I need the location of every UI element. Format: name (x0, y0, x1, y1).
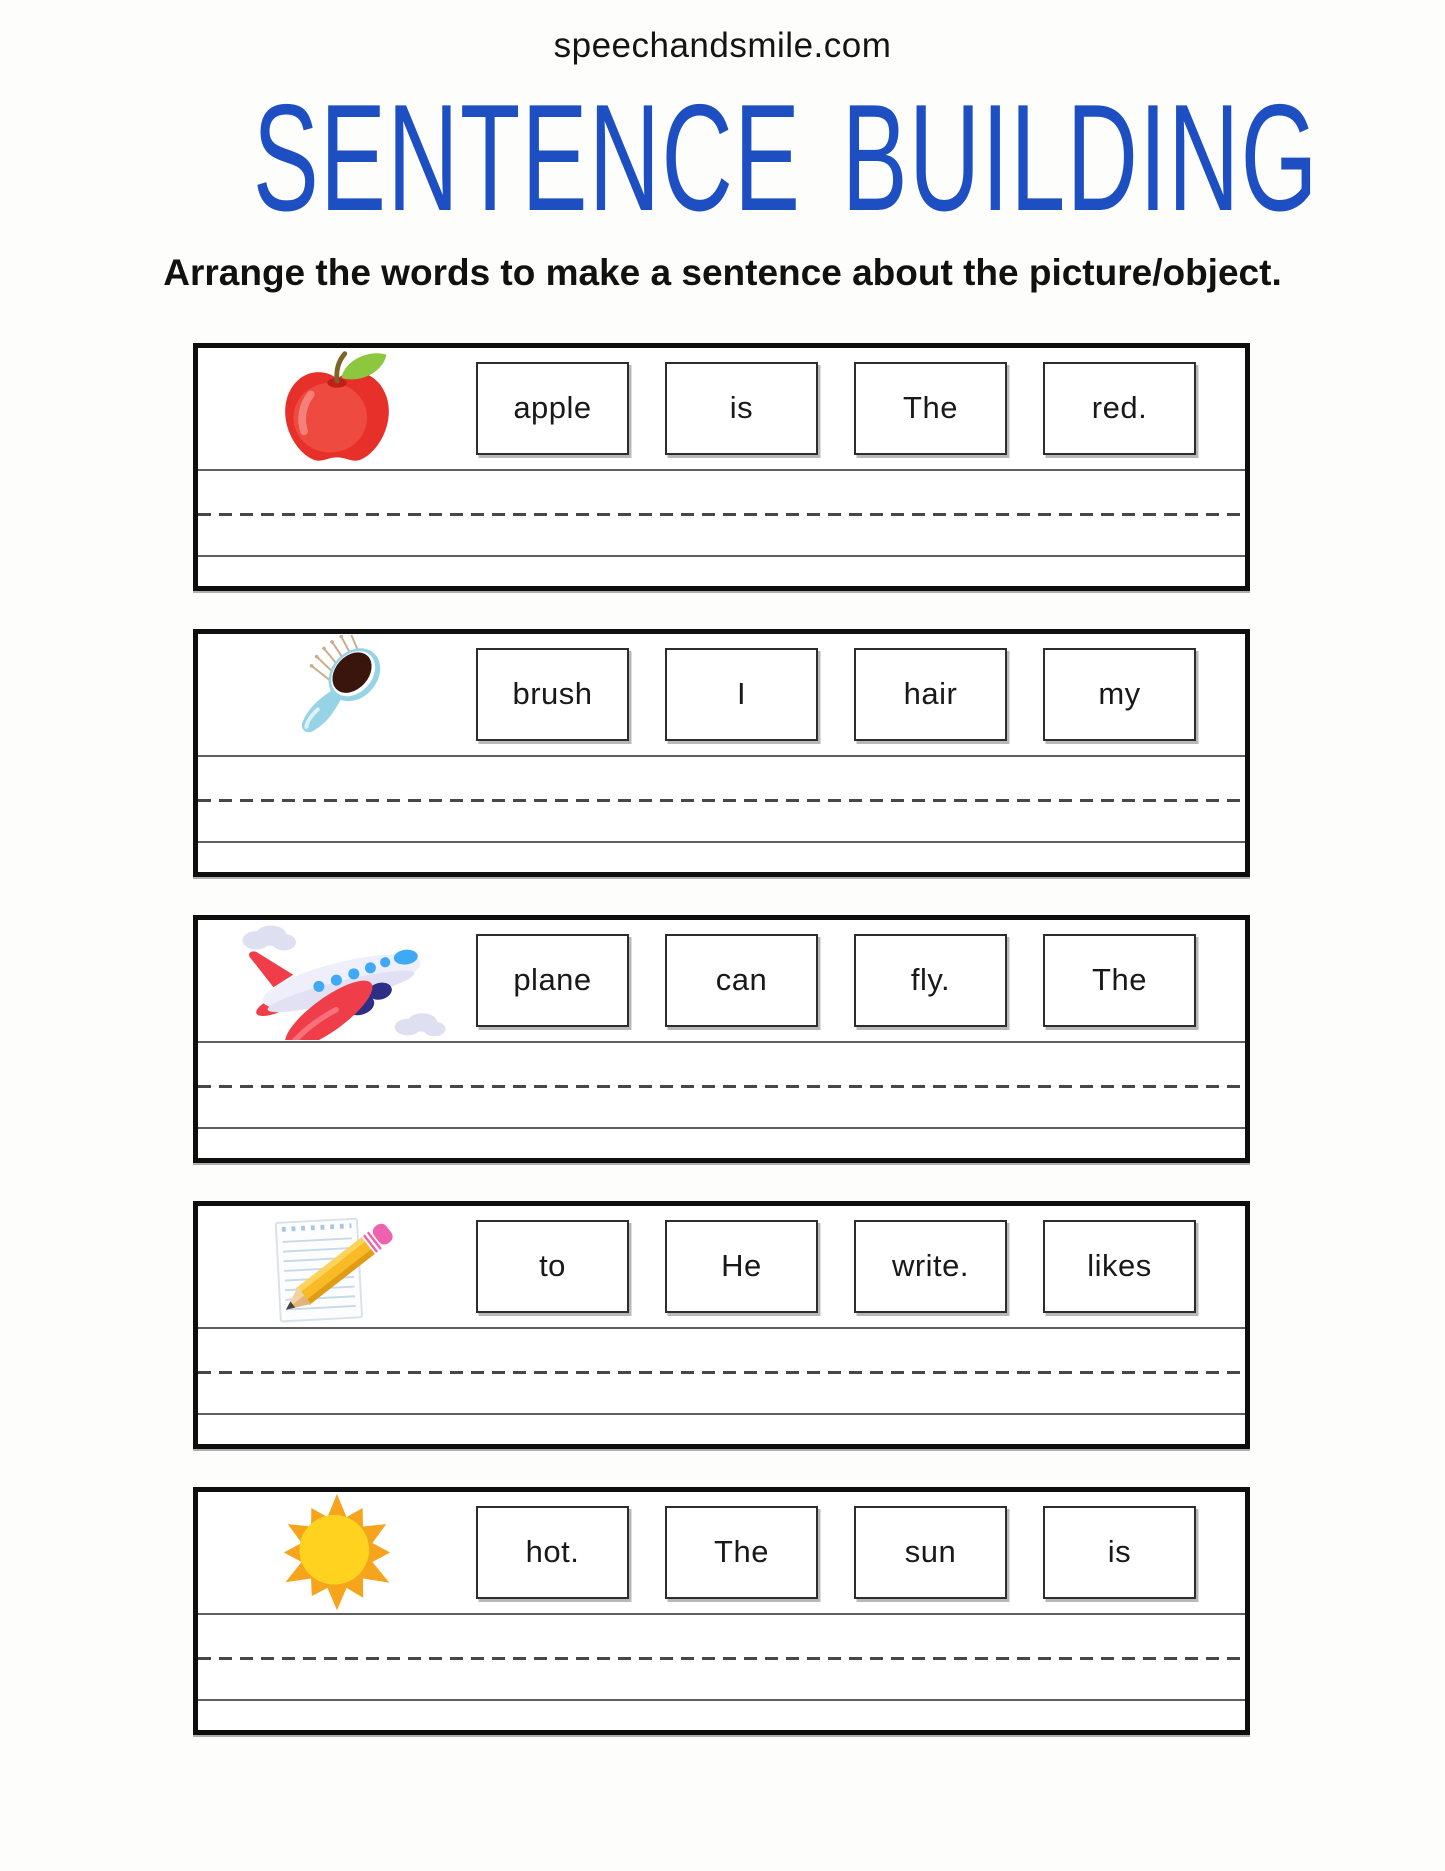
word-label: red. (1091, 390, 1148, 426)
dashed-midline (198, 799, 1245, 802)
pencil-and-paper-icon-graphic (262, 1207, 412, 1325)
word-tiles (476, 1506, 1196, 1599)
word-tile[interactable] (476, 648, 629, 741)
writing-baseline (198, 1699, 1245, 1701)
sentence-row-sun (193, 1487, 1250, 1735)
sentence-row-apple (193, 343, 1250, 591)
word-tile[interactable] (1043, 362, 1196, 455)
writing-area[interactable] (198, 1329, 1245, 1444)
writing-baseline (198, 1127, 1245, 1129)
apple-icon-graphic (274, 349, 400, 467)
word-label: hot. (525, 1534, 580, 1570)
word-tiles (476, 1220, 1196, 1313)
writing-area[interactable] (198, 1043, 1245, 1158)
writing-baseline (198, 1413, 1245, 1415)
word-tiles (476, 934, 1196, 1027)
word-tile[interactable] (1043, 648, 1196, 741)
sun-icon (198, 1492, 476, 1613)
word-label: hair (903, 676, 958, 712)
writing-area[interactable] (198, 757, 1245, 872)
word-label: fly. (910, 962, 951, 998)
word-label: can (715, 962, 768, 998)
word-label: is (1107, 1534, 1132, 1570)
writing-area[interactable] (198, 471, 1245, 586)
dashed-midline (198, 1657, 1245, 1660)
hairbrush-icon (198, 634, 476, 755)
word-tile[interactable] (854, 648, 1007, 741)
airplane-icon (198, 920, 476, 1041)
word-label: brush (512, 676, 593, 712)
word-tile[interactable] (476, 934, 629, 1027)
word-label: plane (513, 962, 592, 998)
instructions-text: Arrange the words to make a sentence about the picture/object. (163, 252, 1282, 293)
word-label: my (1098, 676, 1141, 712)
word-tile[interactable] (665, 648, 818, 741)
writing-baseline (198, 841, 1245, 843)
dashed-midline (198, 1371, 1245, 1374)
word-label: The (714, 1534, 769, 1570)
sentence-row-airplane (193, 915, 1250, 1163)
word-tile[interactable] (1043, 1220, 1196, 1313)
dashed-midline (198, 1085, 1245, 1088)
word-tile-strip (198, 920, 1245, 1043)
word-tile[interactable] (665, 1506, 818, 1599)
word-tiles (476, 648, 1196, 741)
word-tile[interactable] (854, 1506, 1007, 1599)
word-tiles (476, 362, 1196, 455)
site-url: speechandsmile.com (553, 26, 892, 65)
word-tile[interactable] (854, 1220, 1007, 1313)
sentence-row-pencil-paper (193, 1201, 1250, 1449)
word-tile[interactable] (854, 362, 1007, 455)
word-tile[interactable] (476, 1506, 629, 1599)
word-label: likes (1087, 1248, 1152, 1284)
word-tile[interactable] (476, 1220, 629, 1313)
word-tile[interactable] (665, 1220, 818, 1313)
word-label: is (729, 390, 754, 426)
airplane-icon-graphic (220, 920, 455, 1040)
word-tile-strip (198, 348, 1245, 471)
word-tile[interactable] (476, 362, 629, 455)
word-label: sun (904, 1534, 957, 1570)
writing-baseline (198, 555, 1245, 557)
word-tile[interactable] (1043, 934, 1196, 1027)
sentence-rows (193, 343, 1250, 1735)
word-tile[interactable] (1043, 1506, 1196, 1599)
word-tile-strip (198, 1206, 1245, 1329)
sun-icon-graphic (272, 1492, 402, 1613)
word-label: The (1092, 962, 1147, 998)
pencil-and-paper-icon (198, 1206, 476, 1327)
sentence-row-hairbrush (193, 629, 1250, 877)
word-label: I (736, 676, 747, 712)
word-tile-strip (198, 1492, 1245, 1615)
page-title: SENTENCE BUILDING (252, 73, 1319, 243)
word-label: He (721, 1248, 762, 1284)
word-label: write. (891, 1248, 970, 1284)
word-tile[interactable] (665, 362, 818, 455)
word-label: to (539, 1248, 566, 1284)
word-label: apple (513, 390, 592, 426)
dashed-midline (198, 513, 1245, 516)
apple-icon (198, 348, 476, 469)
writing-area[interactable] (198, 1615, 1245, 1730)
word-tile-strip (198, 634, 1245, 757)
word-tile[interactable] (854, 934, 1007, 1027)
word-label: The (903, 390, 958, 426)
hairbrush-icon-graphic (262, 635, 412, 753)
word-tile[interactable] (665, 934, 818, 1027)
